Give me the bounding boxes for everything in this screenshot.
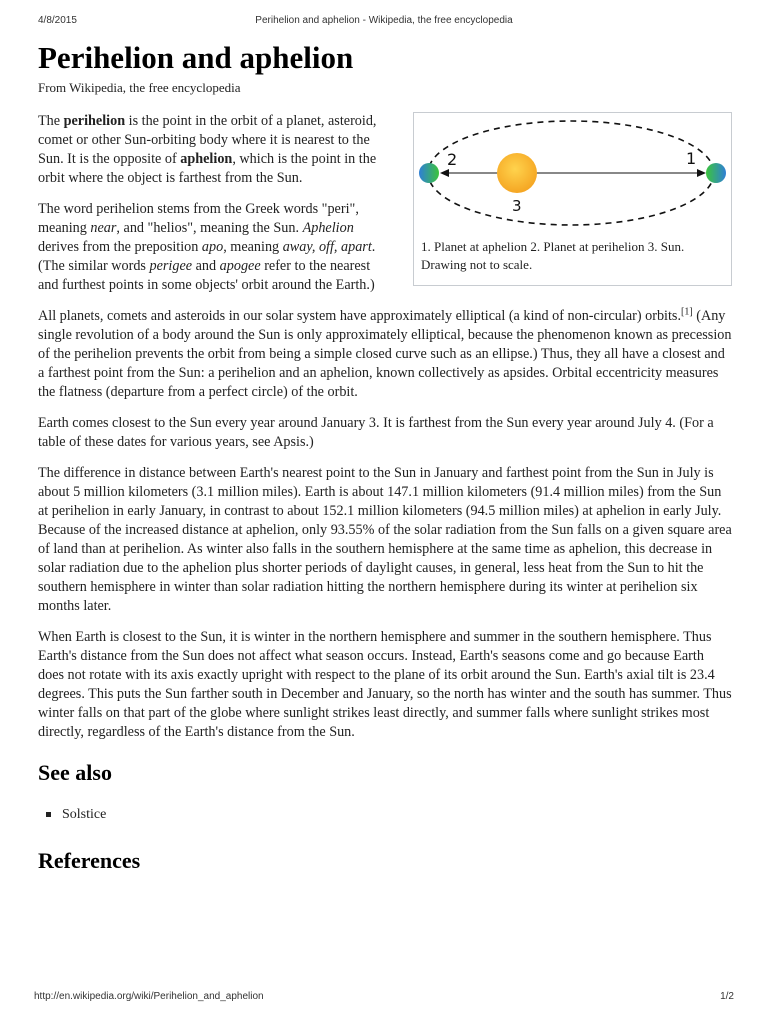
orbit-figure (413, 112, 732, 286)
term-aphelion: aphelion (180, 151, 233, 167)
print-header (38, 15, 730, 29)
reference-link[interactable]: [1] (681, 306, 693, 318)
list-item[interactable] (62, 806, 732, 824)
term-perihelion: perihelion (63, 113, 126, 129)
article-content (38, 40, 732, 874)
print-page-title: Perihelion and aphelion - Wikipedia, the free encyclopedia (255, 15, 513, 26)
planet-aphelion-icon (706, 163, 726, 183)
label-1: 1 (686, 149, 697, 168)
arrow-left-icon (440, 169, 449, 177)
references-heading: References (38, 848, 141, 873)
body-paragraph-distance: The difference in distance between Earth's nearest point to the Sun in January and farthest point from the Sun in July is about 5 million kilometers (3.1 million miles). Earth is about 147.1 million kilometers (91.4 million miles) from the Sun at perihelion in early January, in contrast to about 152.1 million kilometers (94.5 million miles) at aphelion in early July. Because of the increased distance at aphelion, only 93.55% of the solar radiation from the Sun falls on a given square area of land than at perihelion. As winter also falls in the southern hemisphere at the same time as aphelion, this decrease in solar radiation due to the aphelion plus shorter periods of daylight causes, in general, less heat from the Sun to hit the southern hemisphere in winter than solar radiation hitting the northern hemisphere during its winter at perihelion six months later. (38, 465, 732, 614)
label-2: 2 (447, 150, 458, 169)
intro-paragraph-1: The perihelion is the point in the orbit of a planet, asteroid, comet or other Sun-orbiting body where it is nearest to the Sun. It is the opposite of aphelion, which is the point in the orbit where the object is farthest from the Sun. (38, 113, 377, 186)
planet-perihelion-icon (419, 163, 439, 183)
label-3: 3 (512, 197, 522, 215)
body-paragraph-orbits: All planets, comets and asteroids in our solar system have approximately elliptical (a kind of non-circular) orbits.[1] (Any single revolution of a body around the Sun is only approximately elliptical, because the phenomenon known as precession of the perihelion prevents the orbit from being a simple closed curve such as an ellipse.) Thus, they all have a closest and a farthest point from the Sun: a perihelion and an aphelion, known collectively as apsides. Orbital eccentricity measures the flatness (departure from a perfect circle) of the orbit. (38, 306, 732, 400)
see-also-heading: See also (38, 760, 112, 785)
intro-paragraph-2: The word perihelion stems from the Greek words "peri", meaning near, and "helios", meaning the Sun. Aphelion derives from the preposition apo, meaning away, off, apart. (The similar words perigee and apogee refer to the nearest and furthest points in some objects' orbit around the Earth.) (38, 201, 376, 293)
see-also-link-solstice[interactable]: Solstice (62, 807, 107, 822)
see-also-list (38, 806, 732, 824)
intro-text (38, 112, 390, 295)
print-page-number: 1/2 (720, 991, 734, 1002)
bullet-icon (46, 812, 51, 817)
print-url: http://en.wikipedia.org/wiki/Perihelion_and_aphelion (34, 991, 264, 1002)
print-date: 4/8/2015 (38, 15, 77, 26)
arrow-right-icon (697, 169, 706, 177)
intro-section (38, 112, 732, 295)
body-paragraph-seasons: When Earth is closest to the Sun, it is winter in the northern hemisphere and summer in the southern hemisphere. Thus Earth's distance from the Sun does not affect what season occurs. Instead, Earth's seasons come and go because Earth does not rotate with its axis exactly upright with respect to the plane of its orbit around the Sun. Earth's axial tilt is 23.4 degrees. This puts the Sun farther south in December and January, so the north has winter and the south has summer. Thus winter falls on that part of the globe where sunlight strikes least directly, and summer falls where sunlight strikes most directly, regardless of the Earth's distance from the Sun. (38, 629, 732, 740)
page-subtitle: From Wikipedia, the free encyclopedia (38, 80, 241, 95)
sun-icon (497, 153, 537, 193)
body-paragraph-earth-dates: Earth comes closest to the Sun every year around January 3. It is farthest from the Sun every year around July 4. (For a table of these dates for various years, see Apsis.) (38, 415, 714, 450)
print-footer (34, 991, 734, 1005)
figure-caption: 1. Planet at aphelion 2. Planet at perihelion 3. Sun. Drawing not to scale. (421, 239, 685, 272)
page-title: Perihelion and aphelion (38, 40, 354, 75)
orbit-diagram (416, 116, 728, 238)
